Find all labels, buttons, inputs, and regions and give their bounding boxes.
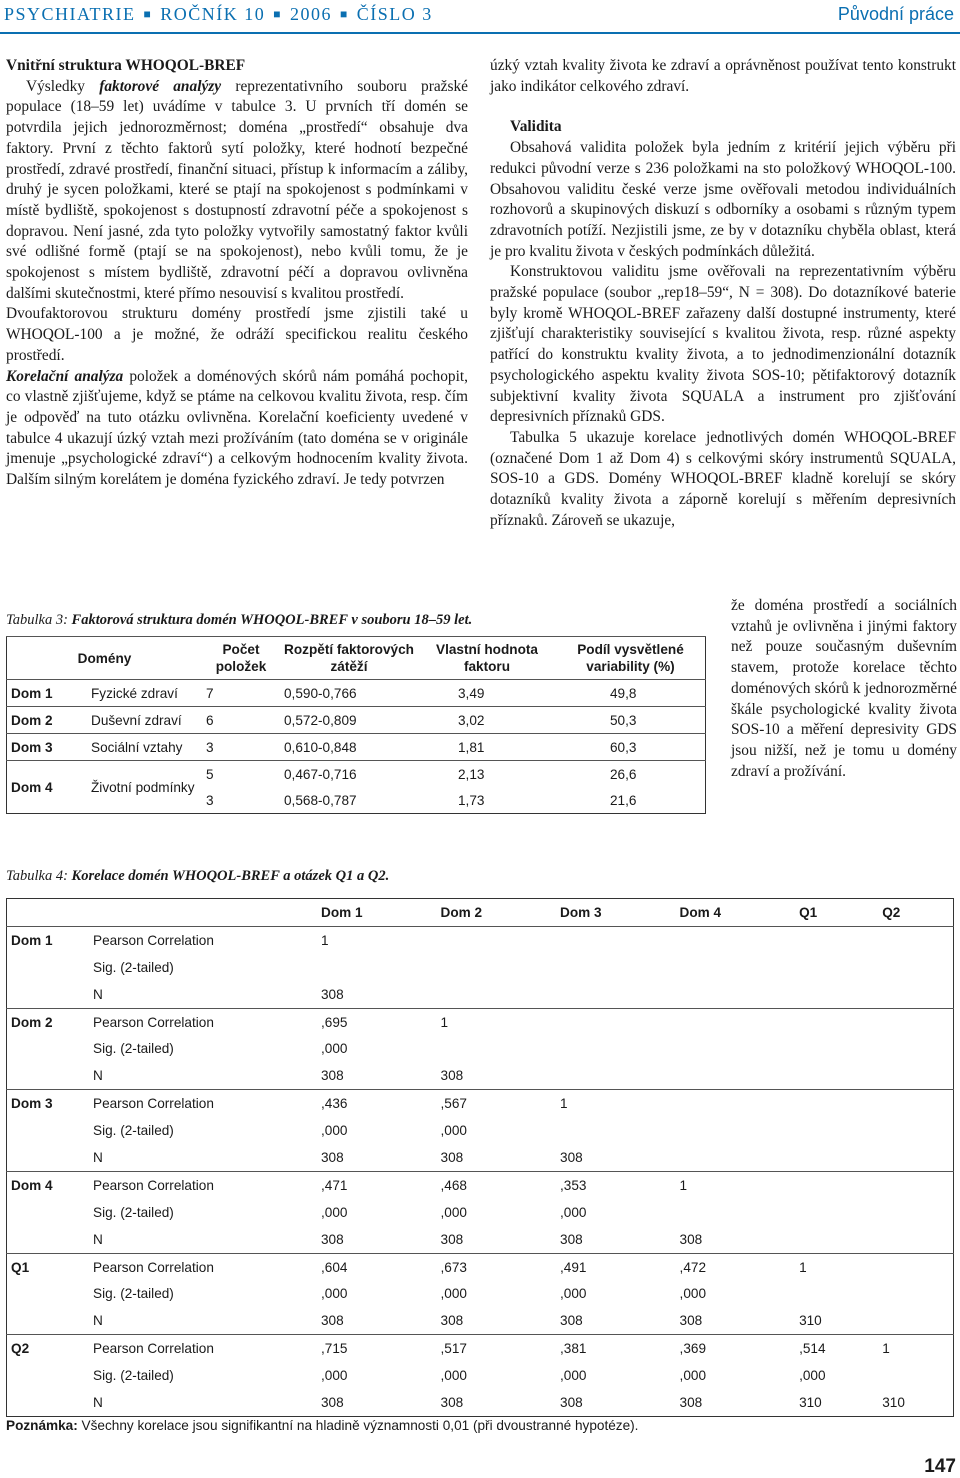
- loading-range: 0,572-0,809: [280, 707, 418, 734]
- domain-name: Duševní zdraví: [85, 707, 202, 734]
- table-cell: ,000: [679, 1286, 707, 1302]
- table-row: [7, 1226, 954, 1253]
- row-label: [7, 1280, 90, 1307]
- table-row: [7, 1144, 954, 1171]
- table-row: [7, 761, 706, 788]
- table-cell: [556, 981, 676, 1008]
- table-cell: 308: [440, 1394, 464, 1410]
- item-count: 7: [202, 680, 280, 707]
- table-cell: 308: [440, 1313, 464, 1329]
- table-cell: [795, 1090, 878, 1117]
- stat-label: Pearson Correlation: [89, 1171, 317, 1198]
- row-label: [7, 1226, 90, 1253]
- table-cell: [795, 1199, 878, 1226]
- stat-label: Pearson Correlation: [89, 926, 317, 953]
- table-row: [7, 1199, 954, 1226]
- table-cell: ,517: [437, 1335, 557, 1362]
- stat-label: N: [93, 1394, 103, 1410]
- table-row: [7, 1280, 954, 1307]
- row-label: [7, 1117, 90, 1144]
- table-cell: [878, 1144, 953, 1171]
- column-header: Dom 2: [440, 904, 483, 920]
- table-cell: ,000: [440, 1123, 467, 1139]
- table-cell: 1: [795, 1253, 878, 1280]
- domain-code: Dom 3: [7, 734, 86, 761]
- left-column: [6, 56, 468, 491]
- section-heading: Vnitřní struktura WHOQOL-BREF: [6, 57, 246, 74]
- table-cell: [878, 1008, 953, 1035]
- paragraph: Dvoufaktorovou strukturu domény prostředí jsme zjistili také u WHOQOL-100 a je možné, že odráží specifickou realitu českého prostředí.: [6, 305, 468, 364]
- table-cell: 1: [556, 1090, 676, 1117]
- stat-label: Sig. (2-tailed): [93, 959, 174, 975]
- square-separator-icon: ■: [273, 7, 283, 21]
- table-cell: [676, 1008, 796, 1035]
- table-cell: ,369: [676, 1335, 796, 1362]
- table-cell: ,567: [437, 1090, 557, 1117]
- emphasis: Korelační analýza: [6, 367, 124, 385]
- table-cell: 308: [679, 1313, 703, 1329]
- table-cell: ,353: [556, 1171, 676, 1198]
- stat-label: Sig. (2-tailed): [93, 1123, 174, 1139]
- table-cell: [795, 1035, 878, 1062]
- table-cell: [676, 926, 796, 953]
- stat-label: Sig. (2-tailed): [93, 1041, 174, 1057]
- table-caption: Tabulka 3: Faktorová struktura domén WHOQOL-BREF v souboru 18–59 let.: [6, 612, 473, 628]
- row-label: Q2: [7, 1335, 90, 1362]
- domain-code: Dom 1: [7, 680, 86, 707]
- table-cell: [556, 954, 676, 981]
- table-cell: [317, 954, 437, 981]
- eigenvalue: 2,13: [418, 761, 556, 788]
- table-cell: ,471: [317, 1171, 437, 1198]
- row-label: [7, 981, 90, 1008]
- table-cell: [878, 1199, 953, 1226]
- right-column-wrap: [731, 596, 957, 782]
- domain-name: Životní podmínky: [85, 761, 202, 814]
- table-cell: [437, 954, 557, 981]
- table-cell: [878, 1035, 953, 1062]
- table-cell: [676, 1117, 796, 1144]
- column-header: Dom 3: [560, 904, 602, 920]
- table-cell: ,000: [440, 1368, 467, 1384]
- table-cell: [556, 926, 676, 953]
- table-cell: [878, 981, 953, 1008]
- variance-explained: 49,8: [556, 680, 706, 707]
- table-row: [7, 1307, 954, 1334]
- table-cell: [676, 1090, 796, 1117]
- stat-label: N: [93, 1068, 103, 1084]
- table-row: [7, 707, 706, 734]
- table-cell: ,000: [560, 1368, 587, 1384]
- table-cell: [676, 1144, 796, 1171]
- table-cell: [878, 1117, 953, 1144]
- table-cell: [878, 1062, 953, 1089]
- table-cell: 308: [679, 1394, 703, 1410]
- row-label: [7, 954, 90, 981]
- table-cell: [556, 1008, 676, 1035]
- table-cell: 310: [799, 1394, 822, 1410]
- table-cell: 308: [321, 1394, 344, 1410]
- stat-label: Sig. (2-tailed): [93, 1368, 174, 1384]
- column-header: Q1: [799, 904, 818, 920]
- table-cell: [795, 926, 878, 953]
- table-cell: [878, 954, 953, 981]
- row-label: [7, 1035, 90, 1062]
- eigenvalue: 3,49: [418, 680, 556, 707]
- table-note: [6, 1418, 638, 1433]
- table-cell: [878, 1226, 953, 1253]
- variance-explained: 26,6: [556, 761, 706, 788]
- table-cell: 308: [679, 1231, 703, 1247]
- variance-explained: 50,3: [556, 707, 706, 734]
- table-cell: ,468: [437, 1171, 557, 1198]
- paragraph: Výsledky faktorové analýzy reprezentativního souboru pražské populace (18–59 let) uvádíme v tabulce 3. U prvních tří domén se potvrdila jejich jednorozměrnost; doména „prostředí“ obsahuje dva faktory. První z těchto faktorů sytí položky, které hodnotí bezpečné prostředí, zdravé prostředí, finanční situaci, přístup k informacím a záliby, druhý je sycen položkami, které se ptají na spokojenost s podmínkami v místě bydliště, spokojenost s dostupností zdravotní péče a spokojenost s dopravou. Není jasné, zda tyto položky vytvořily samostatný faktor kvůli své odlišné formě (ptají se na spokojenost), nebo kvůli tomu, že je spokojenost s místem bydliště, zdravotní péčí a dopravou ovlivněna dalšími skutečnostmi, které přímo nesouvisí s kvalitou prostředí.: [6, 77, 468, 302]
- item-count: 3: [206, 792, 214, 808]
- table-cell: 308: [560, 1394, 583, 1410]
- stat-label: Pearson Correlation: [89, 1008, 317, 1035]
- table-caption-title: Korelace domén WHOQOL-BREF a otázek Q1 a Q2.: [71, 868, 390, 884]
- table-cell: 310: [882, 1394, 905, 1410]
- eigenvalue: 1,73: [458, 792, 485, 808]
- table-cell: 308: [560, 1231, 583, 1247]
- stat-label: Sig. (2-tailed): [93, 1204, 174, 1220]
- table-cell: 310: [799, 1313, 822, 1329]
- paragraph: Konstruktovou validitu jsme ověřovali na reprezentativním výběru pražské populace (soubor „rep18–59“, N = 308). Do dotazníkové baterie byly kromě WHOQOL-BREF zařazeny další dostupné instrumenty, které zjišťují charakteristiky související s kvalitou života, resp. různé aspekty patřící do konstruktu kvality života, a to jednodimenzionální dotazník psychologického aspektu kvality života SOS-10; pětifaktorový dotazník subjektivní kvality života SQUALA a instrument pro zjišťování depresivních příznaků GDS.: [490, 263, 956, 426]
- table-cell: 308: [321, 986, 344, 1002]
- item-count: 5: [202, 761, 280, 788]
- column-header: Domény: [7, 637, 203, 680]
- row-label: [7, 1307, 90, 1334]
- table-caption: Tabulka 4: Korelace domén WHOQOL-BREF a otázek Q1 a Q2.: [6, 868, 390, 884]
- table-cell: [676, 981, 796, 1008]
- table-cell: ,514: [795, 1335, 878, 1362]
- table-cell: ,472: [676, 1253, 796, 1280]
- journal-volume: ROČNÍK 10: [160, 4, 266, 24]
- table-cell: 308: [440, 1149, 464, 1165]
- table-cell: ,000: [321, 1123, 348, 1139]
- stat-label: Pearson Correlation: [89, 1335, 317, 1362]
- paragraph: Tabulka 5 ukazuje korelace jednotlivých domén WHOQOL-BREF (označené Dom 1 až Dom 4) s celkovými skóry instrumentů SQUALA, SOS-10 a GDS. Domény WHOQOL-BREF kladně korelují se skóry dotazníků kvality života a záporně korelují s měřením depresivních příznaků. Zároveň se ukazuje,: [490, 428, 956, 529]
- table-row: [7, 680, 706, 707]
- table-row: [7, 1335, 954, 1362]
- table-row: [7, 926, 954, 953]
- table-cell: 308: [440, 1231, 464, 1247]
- variance-explained: 21,6: [610, 792, 637, 808]
- table-cell: ,000: [440, 1286, 467, 1302]
- journal-name: PSYCHIATRIE: [4, 4, 136, 24]
- table-cell: ,436: [317, 1090, 437, 1117]
- column-header: Dom 1: [321, 904, 363, 920]
- table-cell: ,715: [317, 1335, 437, 1362]
- table-cell: [795, 1144, 878, 1171]
- stat-label: Sig. (2-tailed): [93, 1286, 174, 1302]
- journal-year: 2006: [290, 4, 333, 24]
- table-cell: [795, 1171, 878, 1198]
- table-cell: ,000: [799, 1368, 826, 1384]
- table-cell: 1: [437, 1008, 557, 1035]
- table-header-row: [7, 899, 954, 927]
- row-label: Q1: [7, 1253, 90, 1280]
- square-separator-icon: ■: [340, 7, 349, 21]
- section-name: Původní práce: [837, 4, 954, 24]
- table-cell: [437, 926, 557, 953]
- row-label: Dom 1: [7, 926, 90, 953]
- table-cell: [795, 954, 878, 981]
- variance-explained: 60,3: [556, 734, 706, 761]
- table-cell: [437, 981, 557, 1008]
- table-cell: [878, 1307, 953, 1334]
- table-cell: [878, 1090, 953, 1117]
- table-cell: ,604: [317, 1253, 437, 1280]
- table-row: [7, 1062, 954, 1089]
- paragraph: Obsahová validita položek byla jedním z kritérií jejich výběru při redukci původní verze s 236 položkami na sto položkový WHOQOL-100. Obsahovou validitu české verze jsme ověřovali metodou individuálních rozhovorů a skupinových diskuzí s odborníky a osobami s různým typem zdravotních potíží. Nezjistili jsme, ze by v dotazníku chyběla oblast, která je pro kvalitu života v českých podmínkách důležitá.: [490, 139, 956, 260]
- table-cell: [878, 1362, 953, 1389]
- paragraph: úzký vztah kvality života ke zdraví a oprávněnost používat tento konstrukt jako indikátor celkového zdraví.: [490, 57, 956, 95]
- table-cell: ,695: [317, 1008, 437, 1035]
- table-cell: [795, 1008, 878, 1035]
- table-row: [7, 1362, 954, 1389]
- table-row: [7, 1090, 954, 1117]
- table-caption-title: Faktorová struktura domén WHOQOL-BREF v souboru 18–59 let.: [71, 612, 473, 628]
- table-row: [7, 1035, 954, 1062]
- table-row: [7, 954, 954, 981]
- row-label: [7, 1389, 90, 1416]
- domain-code: Dom 2: [7, 707, 86, 734]
- table-cell: [676, 1199, 796, 1226]
- stat-label: Pearson Correlation: [89, 1090, 317, 1117]
- table-row: [7, 1171, 954, 1198]
- column-header: Podíl vysvětlené variability (%): [556, 637, 706, 680]
- table-cell: ,491: [556, 1253, 676, 1280]
- table-cell: [878, 1280, 953, 1307]
- stat-label: N: [93, 1313, 103, 1329]
- section-heading: Validita: [510, 118, 562, 136]
- square-separator-icon: ■: [143, 7, 153, 21]
- loading-range: 0,467-0,716: [280, 761, 418, 788]
- table-cell: [878, 926, 953, 953]
- row-label: Dom 2: [7, 1008, 90, 1035]
- table-cell: ,000: [560, 1204, 587, 1220]
- right-column: [490, 56, 956, 531]
- table-cell: ,000: [321, 1041, 348, 1057]
- table-row: [7, 1117, 954, 1144]
- table-cell: ,000: [679, 1368, 707, 1384]
- table-cell: 308: [321, 1231, 344, 1247]
- column-header: Vlastní hodnota faktoru: [418, 637, 556, 680]
- table-cell: 1: [317, 926, 437, 953]
- stat-label: Pearson Correlation: [89, 1253, 317, 1280]
- page-header: [0, 0, 960, 34]
- table-cell: 1: [676, 1171, 796, 1198]
- column-header: Počet položek: [202, 637, 280, 680]
- correlation-table: [6, 898, 954, 1417]
- emphasis: faktorové analýzy: [99, 77, 222, 95]
- item-count: 3: [202, 734, 280, 761]
- table-row: [7, 1389, 954, 1416]
- row-label: [7, 1362, 90, 1389]
- table-row: [7, 1253, 954, 1280]
- table-cell: [878, 1171, 953, 1198]
- paragraph: Korelační analýza položek a doménových skórů nám pomáhá pochopit, co vlastně zjišťujeme, když se ptáme na celkovou kvalitu života, resp. čím je odpověď na tuto otázku ovlivněna. Korelační koeficienty uvedené v tabulce 4 ukazují úzký vztah mezi prožíváním (tato doména se v originále jmenuje „psychologické zdraví“) a celkovým hodnocením kvality života. Dalším silným korelátem je doména fyzického zdraví. Je tedy potvrzen: [6, 367, 468, 489]
- table-header-row: [7, 637, 706, 680]
- table-cell: [676, 1035, 796, 1062]
- stat-label: N: [93, 1231, 103, 1247]
- domain-code: Dom 4: [7, 761, 86, 814]
- note-text: Všechny korelace jsou signifikantní na hladině významnosti 0,01 (při dvoustranné hypotéze).: [77, 1418, 639, 1433]
- table-cell: ,673: [437, 1253, 557, 1280]
- table-cell: 308: [321, 1149, 344, 1165]
- stat-label: N: [93, 1149, 103, 1165]
- factor-structure-table: [6, 636, 706, 814]
- table-cell: ,000: [321, 1368, 348, 1384]
- loading-range: 0,590-0,766: [280, 680, 418, 707]
- eigenvalue: 1,81: [418, 734, 556, 761]
- table-row: [7, 981, 954, 1008]
- table-cell: [556, 1117, 676, 1144]
- table-cell: ,381: [556, 1335, 676, 1362]
- journal-running-head: [4, 4, 433, 25]
- table-cell: [795, 1062, 878, 1089]
- table-cell: 308: [560, 1313, 583, 1329]
- table-cell: [556, 1035, 676, 1062]
- page-number: 147: [924, 1456, 956, 1477]
- column-header: Rozpětí faktorových zátěží: [280, 637, 418, 680]
- paragraph: že doména prostředí a sociálních vztahů je ovlivněna i jinými faktory než pouze současným duševním stavem, protože korelace těchto doménových skórů k jednorozměrné škále psychologické kvality života SOS-10 a měření depresivity GDS jsou nižší, než je tomu u domény zdraví a prožívání.: [731, 597, 957, 780]
- column-header: Q2: [882, 904, 901, 920]
- eigenvalue: 3,02: [418, 707, 556, 734]
- table-cell: [676, 1062, 796, 1089]
- table-cell: ,000: [560, 1286, 587, 1302]
- domain-name: Fyzické zdraví: [85, 680, 202, 707]
- journal-issue: ČÍSLO 3: [356, 4, 433, 24]
- table-cell: ,000: [440, 1204, 467, 1220]
- column-header: Dom 4: [679, 904, 722, 920]
- table-cell: [795, 1226, 878, 1253]
- table-cell: [878, 1253, 953, 1280]
- table-cell: ,000: [321, 1286, 348, 1302]
- table-row: [7, 1008, 954, 1035]
- row-label: Dom 3: [7, 1090, 90, 1117]
- table-cell: 308: [321, 1313, 344, 1329]
- table-cell: 1: [878, 1335, 953, 1362]
- table-cell: [795, 1117, 878, 1144]
- table-cell: [795, 981, 878, 1008]
- table-cell: ,000: [321, 1204, 348, 1220]
- table-cell: 308: [321, 1068, 344, 1084]
- table-cell: [795, 1280, 878, 1307]
- domain-name: Sociální vztahy: [85, 734, 202, 761]
- row-label: [7, 1062, 90, 1089]
- row-label: [7, 1199, 90, 1226]
- table-cell: [556, 1062, 676, 1089]
- table-cell: 308: [560, 1149, 583, 1165]
- stat-label: N: [93, 986, 103, 1002]
- table-cell: [676, 954, 796, 981]
- table-cell: 308: [440, 1068, 464, 1084]
- item-count: 6: [202, 707, 280, 734]
- table-cell: [437, 1035, 557, 1062]
- table-row: [7, 734, 706, 761]
- loading-range: 0,610-0,848: [280, 734, 418, 761]
- row-label: [7, 1144, 90, 1171]
- loading-range: 0,568-0,787: [284, 792, 357, 808]
- row-label: Dom 4: [7, 1171, 90, 1198]
- note-label: Poznámka:: [6, 1418, 78, 1433]
